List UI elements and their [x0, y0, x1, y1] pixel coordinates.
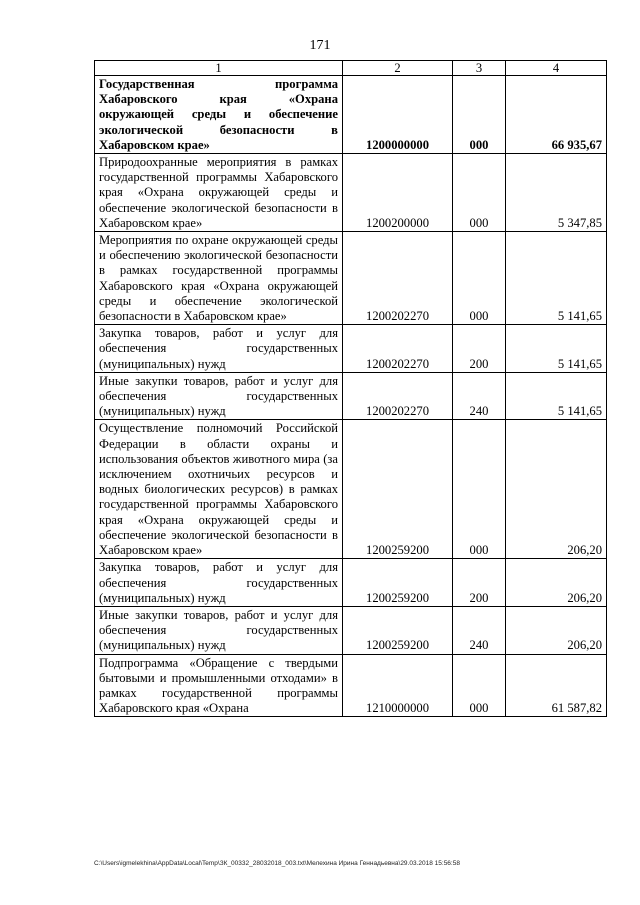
row-name-cell: Мероприятия по охране окружающей среды и обеспечению экологической безопасности в рамках государственной программы Хабаровского края «Охрана окружающей среды и обеспечение экологической безопасности в Хабаровском крае» — [95, 232, 343, 325]
table-row — [95, 372, 607, 420]
row-kvr-cell: 000 — [453, 232, 506, 325]
row-code-cell: 1200202270 — [343, 372, 453, 420]
row-sum-cell: 206,20 — [506, 606, 607, 654]
row-name-cell: Закупка товаров, работ и услуг для обеспечения государственных (муниципальных) нужд — [95, 325, 343, 373]
row-name-cell: Иные закупки товаров, работ и услуг для обеспечения государственных (муниципальных) нужд — [95, 606, 343, 654]
table-row — [95, 420, 607, 559]
header-col-2: 2 — [343, 61, 453, 76]
row-name-cell: Закупка товаров, работ и услуг для обеспечения государственных (муниципальных) нужд — [95, 559, 343, 607]
row-kvr-cell: 200 — [453, 325, 506, 373]
row-code-cell: 1210000000 — [343, 654, 453, 717]
header-col-3: 3 — [453, 61, 506, 76]
row-sum-cell: 5 347,85 — [506, 154, 607, 232]
row-kvr-cell: 000 — [453, 654, 506, 717]
table-row — [95, 325, 607, 373]
row-code-cell: 1200259200 — [343, 606, 453, 654]
table-row — [95, 654, 607, 717]
row-kvr-cell: 000 — [453, 154, 506, 232]
table-row — [95, 606, 607, 654]
page-number: 171 — [309, 38, 331, 53]
row-code-cell: 1200202270 — [343, 325, 453, 373]
file-path-footer: C:\Users\igmelekhina\AppData\Local\Temp\ЗК_00332_28032018_003.txt\Мелехина Ирина Геннадьевна\29.03.2018 15:56:58 — [94, 860, 460, 867]
row-kvr-cell: 200 — [453, 559, 506, 607]
table-row — [95, 154, 607, 232]
table-row — [95, 232, 607, 325]
row-name-cell: Подпрограмма «Обращение с твердыми бытовыми и промышленными отходами» в рамках государственной программы Хабаровского края «Охрана — [95, 654, 343, 717]
row-code-cell: 1200259200 — [343, 559, 453, 607]
row-sum-cell: 5 141,65 — [506, 232, 607, 325]
row-kvr-cell: 000 — [453, 76, 506, 154]
row-kvr-cell: 240 — [453, 372, 506, 420]
row-sum-cell: 5 141,65 — [506, 372, 607, 420]
row-name-cell: Природоохранные мероприятия в рамках государственной программы Хабаровского края «Охрана окружающей среды и обеспечение экологической безопасности в Хабаровском крае» — [95, 154, 343, 232]
row-sum-cell: 5 141,65 — [506, 325, 607, 373]
row-code-cell: 1200200000 — [343, 154, 453, 232]
row-code-cell: 1200259200 — [343, 420, 453, 559]
table-row — [95, 559, 607, 607]
header-col-1: 1 — [95, 61, 343, 76]
row-sum-cell: 206,20 — [506, 420, 607, 559]
table-header-row — [95, 61, 607, 76]
row-sum-cell: 66 935,67 — [506, 76, 607, 154]
row-sum-cell: 61 587,82 — [506, 654, 607, 717]
header-col-4: 4 — [506, 61, 607, 76]
table-row — [95, 76, 607, 154]
row-kvr-cell: 000 — [453, 420, 506, 559]
row-name-cell: Иные закупки товаров, работ и услуг для обеспечения государственных (муниципальных) нужд — [95, 372, 343, 420]
budget-table — [94, 60, 607, 717]
row-name-cell: Осуществление полномочий Российской Федерации в области охраны и использования объектов животного мира (за исключением охотничьих ресурсов и водных биологических ресурсов) в рамках государственной программы Хабаровского края «Охрана окружающей среды и обеспечение экологической безопасности в Хабаровском крае» — [95, 420, 343, 559]
row-sum-cell: 206,20 — [506, 559, 607, 607]
row-kvr-cell: 240 — [453, 606, 506, 654]
row-code-cell: 1200202270 — [343, 232, 453, 325]
row-name-cell: Государственная программа Хабаровского края «Охрана окружающей среды и обеспечение экологической безопасности в Хабаровском крае» — [95, 76, 343, 154]
row-code-cell: 1200000000 — [343, 76, 453, 154]
